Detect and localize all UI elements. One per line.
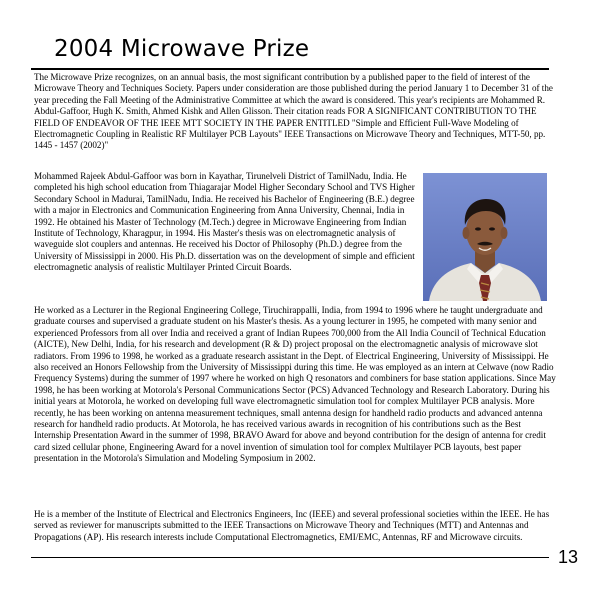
title-divider <box>31 68 549 70</box>
footer-divider <box>31 557 549 558</box>
page-number: 13 <box>558 547 579 567</box>
recipient-photo <box>423 173 547 301</box>
portrait-image <box>423 173 547 301</box>
page-title: 2004 Microwave Prize <box>54 36 310 62</box>
intro-paragraph: The Microwave Prize recognizes, on an annual basis, the most significant contribution by a published paper to the field of interest of the Microwave Theory and Techniques Society. Papers under consideration are those published during the period January 1 to December 31 of the year preceding the Fall Meeting of the Administrative Committee at which the award is considered. This year's recipients are Mohammed R. Abdul-Gaffoor, Hugh K. Smith, Ahmed Kishk and Allen Glisson. Their citation reads FOR A SIGNIFICANT CONTRIBUTION TO THE FIELD OF ENDEAVOR OF THE IEEE MTT SOCIETY IN THE PAPER ENTITLED "Simple and Efficient Full-Wave Modeling of Electromagnetic Coupling in Realistic RF Multilayer PCB Layouts" IEEE Transactions on Microwave Theory and Techniques, MTT-50, pp. 1445 - 1457 (2002)" <box>34 72 553 151</box>
bio-paragraph-memberships: He is a member of the Institute of Electrical and Electronics Engineers, Inc (IEEE) and several professional societies within the IEEE. He has served as reviewer for manuscripts submitted to the IEEE Transactions on Microwave Theory and Techniques (MTT) and Antennas and Propagations (AP). His research interests include Computational Electromagnetics, EMI/EMC, Antennas, RF and Microwave circuits. <box>34 509 550 542</box>
bio-paragraph-birth-education: Mohammed Rajeek Abdul-Gaffoor was born in Kayathar, Tirunelveli District of TamilNadu, India. He completed his high school education from Thiagarajar Model Higher Secondary School and TVS Higher Secondary School in Madurai, TamilNadu, India. He received his Bachelor of Engineering (B.E.) degree with a major in Electronics and Communication Engineering from Anna University, Chennai, India in 1992. He obtained his Master of Technology (M.Tech.) degree in Microwave Engineering from Indian Institute of Technology, Kharagpur, in 1994. His Master's thesis was on electromagnetic analysis of waveguide slot couplers and antennas. He received his Doctor of Philosophy (Ph.D.) degree from the University of Mississippi in 2000. His Ph.D. dissertation was on the development of simple and efficient electromagnetic analysis of realistic Multilayer Printed Circuit Boards. <box>34 171 415 273</box>
bio-paragraph-career: He worked as a Lecturer in the Regional Engineering College, Tiruchirappalli, India, from 1994 to 1996 where he taught undergraduate and graduate courses and supervised a graduate student on his Master's thesis. As a young lecturer in 1995, he competed with many senior and experienced Professors from all over India and received a grant of Indian Rupees 700,000 from the All India Council of Technical Education (AICTE), New Delhi, India, for his research and development (R & D) project proposal on the electromagnetic analysis of microwave slot radiators. From 1996 to 1998, he worked as a graduate research assistant in the Dept. of Electrical Engineering, University of Mississippi. He also received an Honors Fellowship from the University of Mississippi during this time. He was employed as an intern at Celwave (now Radio Frequency Systems) during the summer of 1997 where he worked on high Q resonators and combiners for base station applications. Since May 1998, he has been working at Motorola's Personal Communications Sector (PCS) Advanced Technology and Research Laboratory. During his initial years at Motorola, he worked on developing full wave electromagnetic simulation tool for complex Multilayer PCB analysis. More recently, he has been working on antenna measurement techniques, small antenna design for handheld radio products and advanced antenna research for handheld radio products. At Motorola, he has received various awards in recognition of his contributions such as the Best Internship Presentation Award in the summer of 1998, BRAVO Award for above and beyond contribution for the design of antenna for credit card sized cellular phone, Engineering Award for a novel invention of simulation tool for complex Multilayer PCB layouts, best paper presentation in the Motorola's Simulation and Modeling Symposium in 2002. <box>34 305 556 464</box>
